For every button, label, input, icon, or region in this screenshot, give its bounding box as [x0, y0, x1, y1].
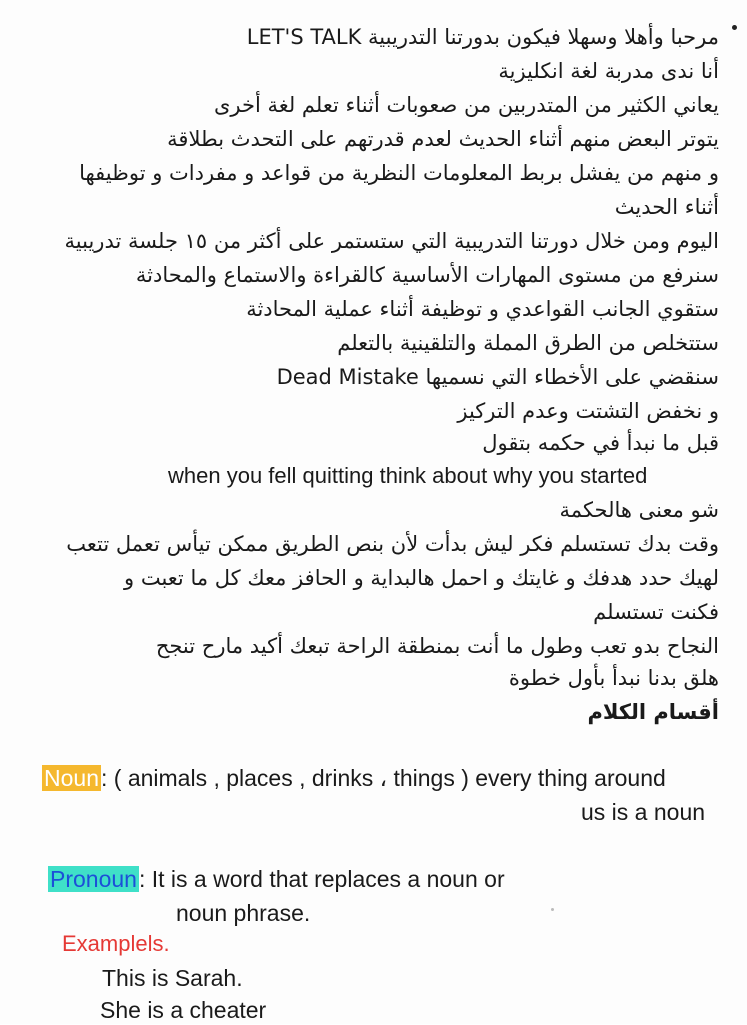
stray-dot — [551, 908, 554, 911]
noun-definition — [42, 763, 666, 793]
text-line: لهيك حدد هدفك و غايتك و احمل هالبداية و الحافز معك كل ما تعبت و — [124, 566, 719, 590]
pronoun-term: Pronoun — [50, 866, 137, 892]
text-line: وقت بدك تستسلم فكر ليش بدأت لأن بنص الطريق ممكن تيأس تعمل تتعب — [66, 532, 719, 556]
text-line: شو معنى هالحكمة — [559, 498, 719, 522]
pronoun-definition — [48, 864, 505, 894]
pronoun-definition-cont: noun phrase. — [176, 900, 311, 926]
noun-definition-cont: us is a noun — [581, 799, 706, 825]
text-line: أثناء الحديث — [614, 195, 719, 219]
example-line: This is Sarah. — [102, 965, 243, 991]
intro-line: مرحبا وأهلا وسهلا فيكون بدورتنا التدريبية LET'S TALK — [246, 25, 719, 49]
text-line: ستتخلص من الطرق المملة والتلقينية بالتعلم — [337, 331, 719, 355]
text-line: اليوم ومن خلال دورتنا التدريبية التي ستستمر على أكثر من ١٥ جلسة تدريبية — [64, 229, 719, 253]
text-line: ستقوي الجانب القواعدي و توظيفة أثناء عملية المحادثة — [246, 297, 719, 321]
text-line: يعاني الكثير من المتدربين من صعوبات أثناء تعلم لغة أخرى — [213, 93, 719, 117]
quote-line: when you fell quitting think about why you started — [168, 463, 648, 488]
text-line: و منهم من يفشل بربط المعلومات النظرية من قواعد و مفردات و توظيفها — [79, 161, 719, 185]
text-line: قبل ما نبدأ في حكمه بتقول — [482, 431, 719, 455]
text-line: هلق بدنا نبدأ بأول خطوة — [508, 666, 719, 690]
pronoun-definition-text: : It is a word that replaces a noun or — [138, 866, 505, 892]
text-line: و نخفض التشتت وعدم التركيز — [457, 399, 719, 423]
bullet-icon — [732, 25, 737, 30]
text-line: النجاح بدو تعب وطول ما أنت بمنطقة الراحة تبعك أكيد مارح تنجح — [155, 634, 719, 658]
text-line: يتوتر البعض منهم أثناء الحديث لعدم قدرتهم على التحدث بطلاقة — [167, 127, 719, 151]
noun-definition-text: : ( animals , places , drinks ، things ) every thing around — [100, 765, 666, 791]
text-line: سنقضي على الأخطاء التي نسميها Dead Mistake — [276, 365, 719, 389]
text-line: سنرفع من مستوى المهارات الأساسية كالقراءة والاستماع والمحادثة — [135, 263, 719, 287]
example-line: She is a cheater — [100, 997, 267, 1023]
text-line: فكنت تستسلم — [593, 600, 719, 624]
examples-label: Examplels. — [62, 931, 170, 956]
text-line: أنا ندى مدربة لغة انكليزية — [498, 59, 719, 83]
noun-term: Noun — [44, 765, 99, 791]
section-heading: أقسام الكلام — [587, 700, 719, 724]
